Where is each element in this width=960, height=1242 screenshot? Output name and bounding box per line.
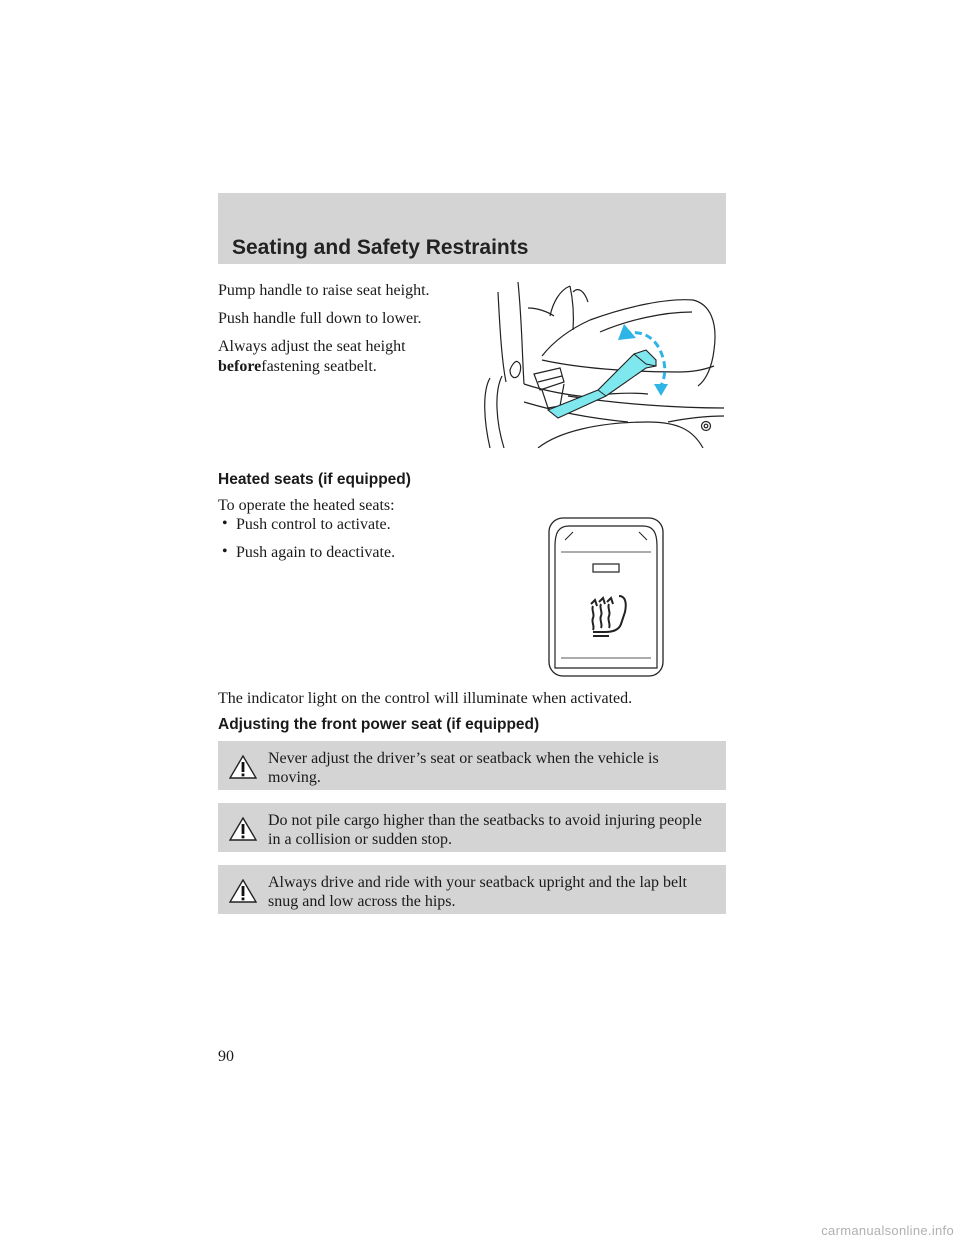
heated-seat-switch-illustration <box>547 516 665 678</box>
bullet-item: • <box>222 515 228 532</box>
power-seat-heading: Adjusting the front power seat (if equipped) <box>218 716 540 733</box>
bullet-text-1: Push control to activate. <box>236 516 391 533</box>
seat-height-line-4-rest: fastening seatbelt. <box>261 358 377 375</box>
bullet-item: • <box>222 543 228 560</box>
warning-text-3: Always drive and ride with your seatback upright and the lap belt snug and low across the hips. <box>268 874 687 910</box>
warning-box-1 <box>218 741 726 790</box>
warning-box-2 <box>218 803 726 852</box>
heated-seat-icon <box>591 596 626 636</box>
heated-seats-heading: Heated seats (if equipped) <box>218 471 411 488</box>
heated-seats-intro: To operate the heated seats: <box>218 497 395 514</box>
seat-height-line-2: Push handle full down to lower. <box>218 310 422 327</box>
watermark[interactable]: carmanualsonline.info <box>821 1223 954 1238</box>
seat-height-line-1: Pump handle to raise seat height. <box>218 282 430 299</box>
warning-triangle-icon <box>229 817 257 841</box>
indicator-light <box>593 564 619 572</box>
seat-height-line-3: Always adjust the seat height <box>218 338 406 355</box>
seat-height-line-4 <box>218 357 377 377</box>
warning-triangle-icon <box>229 755 257 779</box>
warning-box-3 <box>218 865 726 914</box>
warning-triangle-icon <box>229 879 257 903</box>
warning-text-2: Do not pile cargo higher than the seatbacks to avoid injuring people in a collision or sudden stop. <box>268 812 702 848</box>
bullet-text-2: Push again to deactivate. <box>236 544 396 561</box>
warning-text-1: Never adjust the driver’s seat or seatback when the vehicle is moving. <box>268 750 659 786</box>
before-emphasis: before <box>218 358 262 375</box>
section-title: Seating and Safety Restraints <box>232 236 529 259</box>
seat-lever-illustration <box>478 272 728 448</box>
page-number: 90 <box>218 1048 234 1065</box>
indicator-note: The indicator light on the control will illuminate when activated. <box>218 690 633 707</box>
